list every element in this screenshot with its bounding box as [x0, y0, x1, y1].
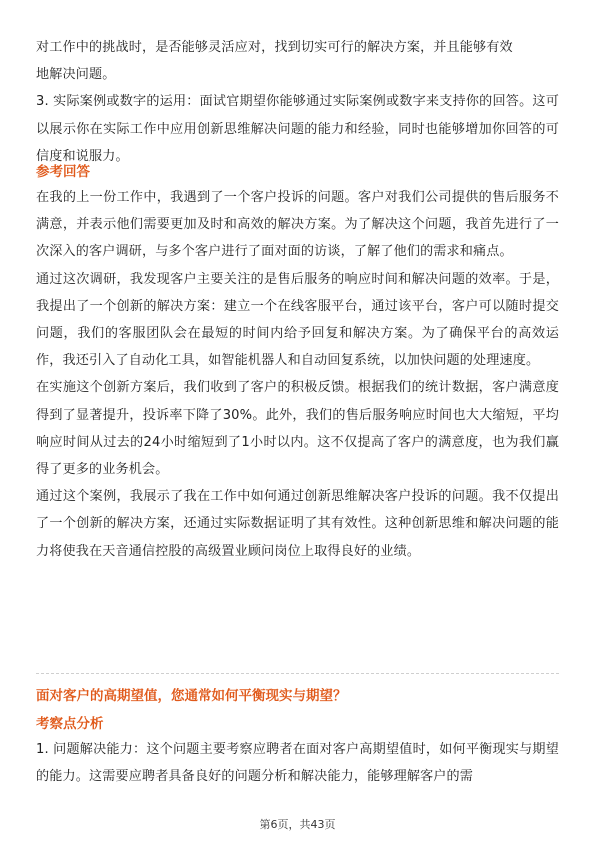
answer-heading: 参考回答 — [36, 164, 90, 180]
point-3-text: 3. 实际案例或数字的运用：面试官期望你能够通过实际案例或数字来支持你的回答。这可以展示你在实际工作中应用创新思维解决问题的能力和经验，同时也能够增加你回答的可信度和说服力。 — [36, 94, 559, 164]
answer-paragraph-2: 通过这次调研，我发现客户主要关注的是售后服务的响应时间和解决问题的效率。于是，我提出了一个创新的解决方案：建立一个在线客服平台，通过该平台，客户可以随时提交问题，我们的客服团队会在最短的时间内给予回复和解决方案。为了确保平台的高效运作，我还引入了自动化工具，如智能机器人和自动回复系统，以加快问题的处理速度。 — [36, 271, 559, 369]
next-question-section — [36, 684, 559, 790]
answer-paragraph-3: 在实施这个创新方案后，我们收到了客户的积极反馈。根据我们的统计数据，客户满意度得到了显著提升，投诉率下降了30%。此外，我们的售后服务响应时间也大大缩短，平均响应时间从过去的24小时缩短到了1小时以内。这不仅提高了客户的满意度，也为我们赢得了更多的业务机会。 — [36, 380, 559, 478]
intro-block — [36, 34, 559, 170]
page-number: 第6页，共43页 — [259, 818, 336, 831]
intro-line-2: 地解决问题。 — [36, 67, 116, 83]
answer-paragraph-1: 在我的上一份工作中，我遇到了一个客户投诉的问题。客户对我们公司提供的售后服务不满意，并表示他们需要更加及时和高效的解决方案。为了解决这个问题，我首先进行了一次深入的客户调研，与多个客户进行了面对面的访谈，了解了他们的需求和痛点。 — [36, 190, 559, 260]
answer-paragraph-4: 通过这个案例，我展示了我在工作中如何通过创新思维解决客户投诉的问题。我不仅提出了一个创新的解决方案，还通过实际数据证明了其有效性。这种创新思维和解决问题的能力将使我在天音通信控股的高级置业顾问岗位上取得良好的业绩。 — [36, 489, 559, 559]
intro-line-1: 对工作中的挑战时，是否能够灵活应对，找到切实可行的解决方案，并且能够有效 — [36, 40, 513, 55]
section-divider — [36, 673, 559, 674]
answer-section — [36, 160, 559, 565]
question-title: 面对客户的高期望值，您通常如何平衡现实与期望？ — [36, 688, 347, 704]
analysis-paragraph-1: 1. 问题解决能力：这个问题主要考察应聘者在面对客户高期望值时，如何平衡现实与期望的能力。这需要应聘者具备良好的问题分析和解决能力，能够理解客户的需 — [36, 742, 559, 785]
analysis-heading: 考察点分析 — [36, 716, 104, 732]
